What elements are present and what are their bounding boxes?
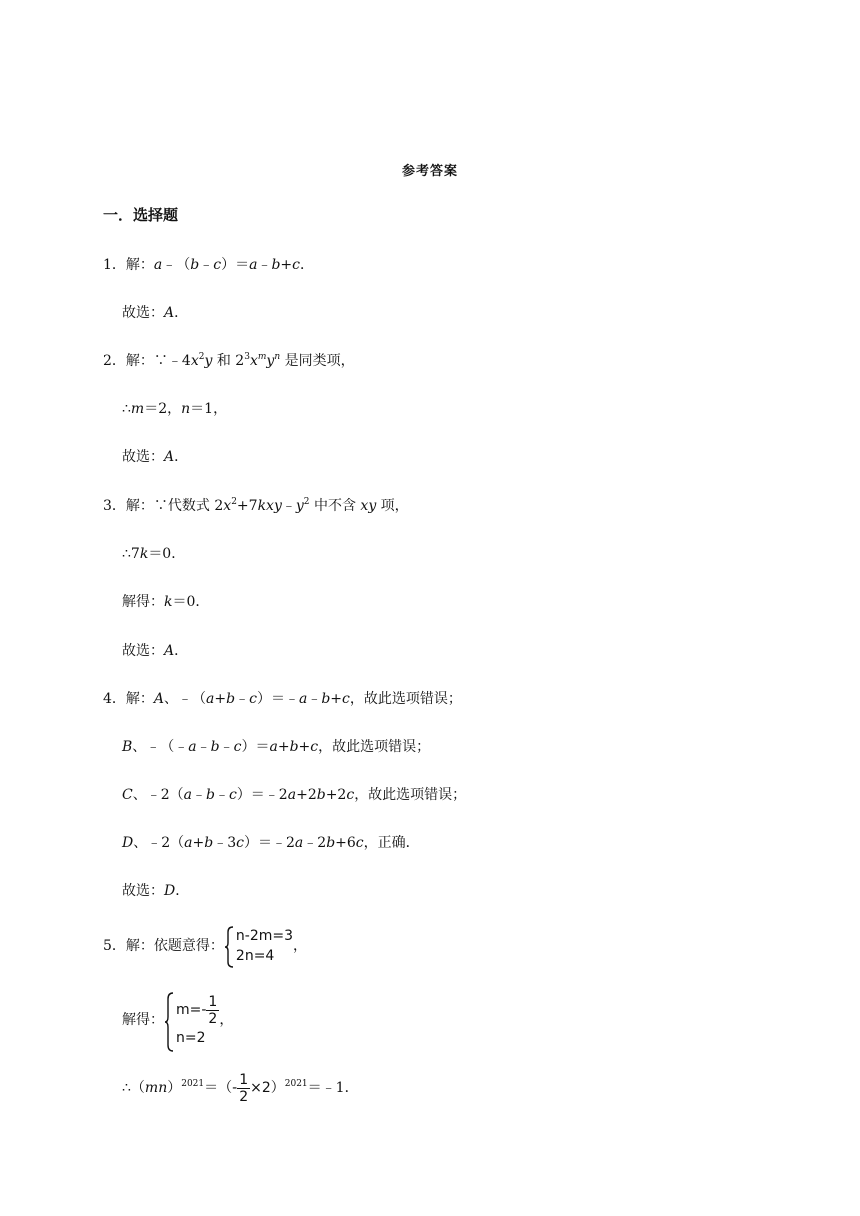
q3-solve: 解得：k＝0． [122, 594, 210, 610]
brace-icon [224, 926, 234, 968]
section-heading: 一．选择题 [103, 206, 179, 224]
q4-option-c: C、﹣2（a﹣b﹣c）＝﹣2a+2b+2c，故此选项错误； [122, 787, 467, 803]
q3-choice: 故选：A． [122, 643, 189, 659]
q4-option-b: B、﹣（﹣a﹣b﹣c）＝a+b+c，故此选项错误； [122, 739, 431, 755]
q1-choice: 故选：A． [122, 305, 189, 321]
q3-solution: 3．解：∵代数式 $2x^2+7kxy﹣y^2$ 中不含 xy 项， [103, 497, 409, 514]
brace-icon [164, 992, 174, 1052]
q5-result: ∴（mn）$^{2021}$＝（- $\frac{1}{2}$ ×2）$^{2021}$＝﹣1． [122, 1071, 359, 1105]
q2-result: ∴m＝2，n＝1， [122, 401, 228, 417]
q4-option-a: 4．解：A、﹣（a+b﹣c）＝﹣a﹣b+c，故此选项错误； [103, 691, 462, 707]
page-title: 参考答案 [401, 164, 458, 179]
q2-solution: 2．解：$\because﹣4x^2y$ 和 $2^3x^my^n$ 是同类项， [103, 352, 355, 369]
q3-step: ∴7k＝0． [122, 546, 186, 562]
equation-system-2: m=- $\frac{1}{2}$ n=2 [164, 992, 219, 1048]
equation-system-1: n-2m=3 2n=4 [224, 926, 293, 966]
q4-option-d: D、﹣2（a+b﹣3c）＝﹣2a﹣2b+6c，正确． [122, 835, 420, 851]
q1-solution: 1．解：a﹣（b﹣c）＝a﹣b+c． [103, 257, 314, 273]
q4-choice: 故选：D． [122, 883, 190, 899]
q5-solve: 解得： m=- $\frac{1}{2}$ n=2 ， [122, 990, 233, 1050]
q2-choice: 故选：A． [122, 449, 189, 465]
q5-setup: 5．解：依题意得： n-2m=3 2n=4 ， [103, 924, 307, 968]
